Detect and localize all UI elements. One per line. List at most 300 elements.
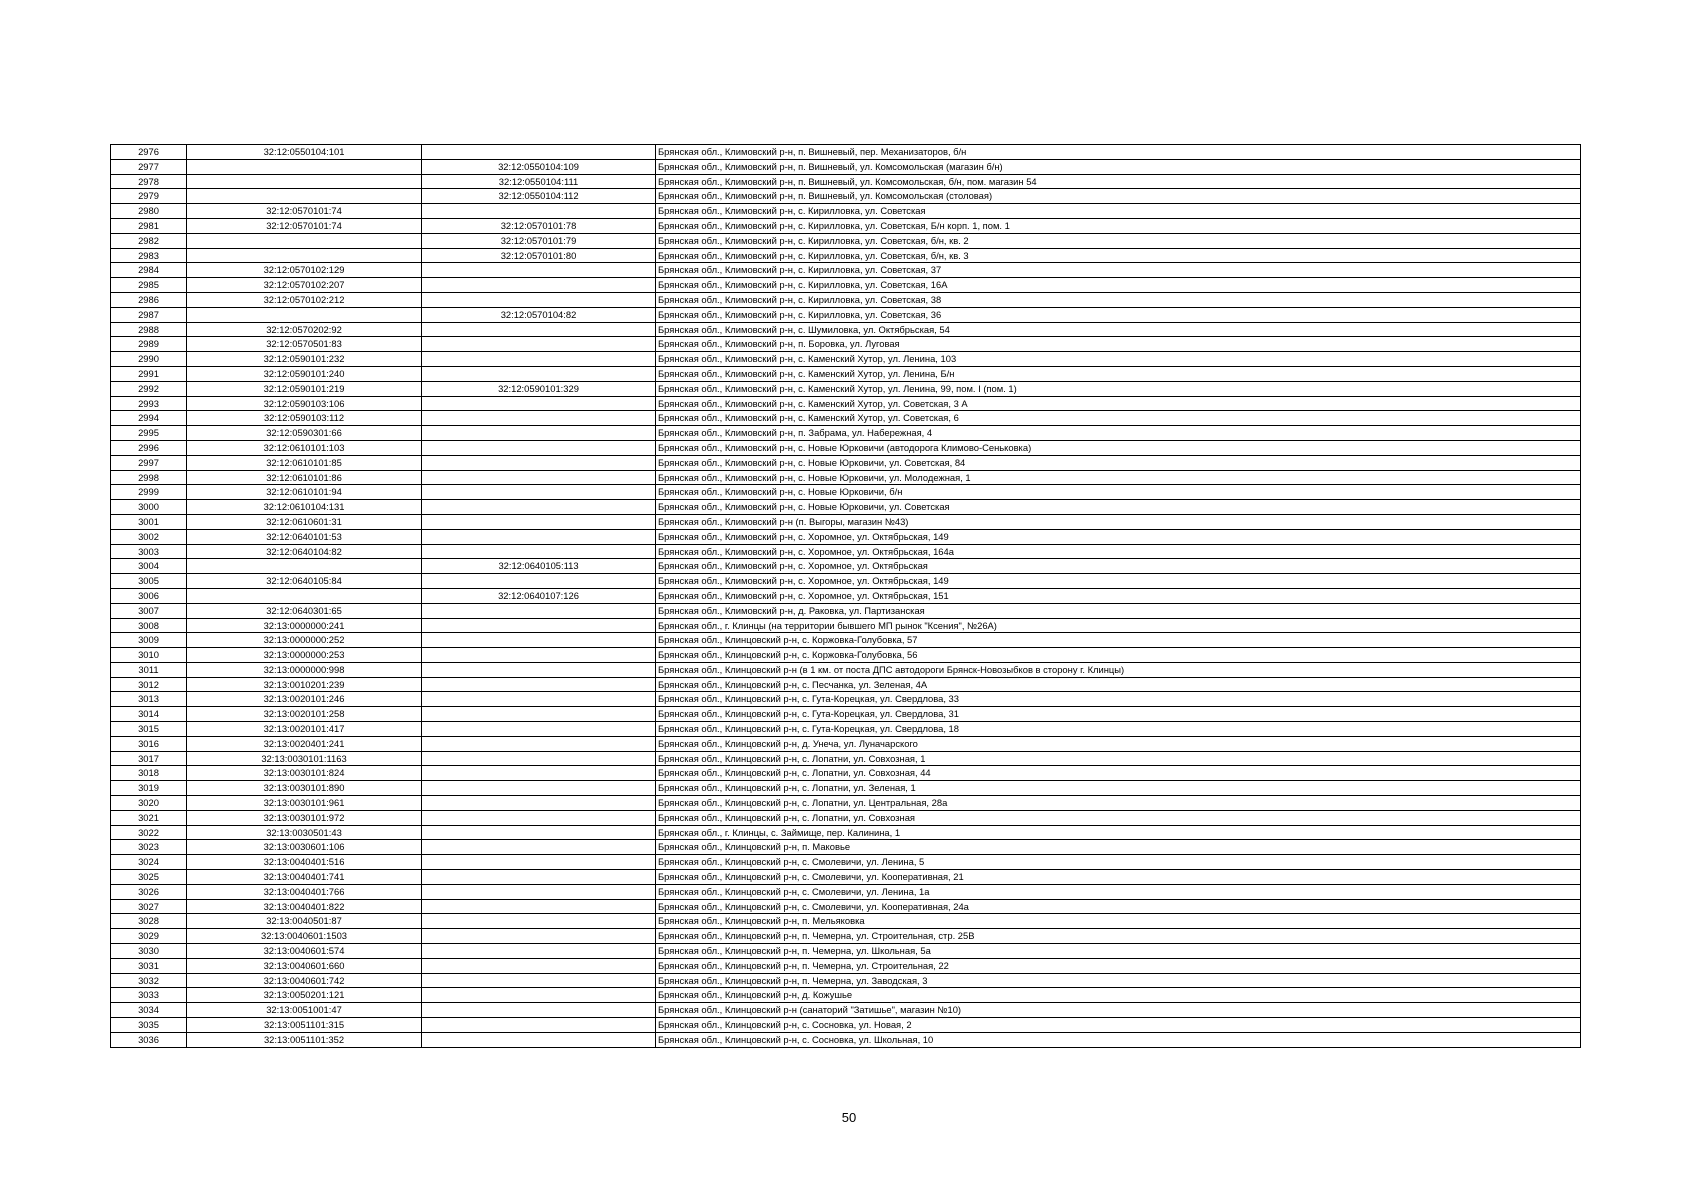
table-row (111, 751, 1581, 766)
address-cell: Брянская обл., Климовский р-н, с. Кирилловка, ул. Советская, 16А (656, 278, 1581, 293)
address-cell: Брянская обл., Клинцовский р-н, с. Гута-Корецкая, ул. Свердлова, 31 (656, 707, 1581, 722)
table-row (111, 588, 1581, 603)
address-cell: Брянская обл., Климовский р-н, с. Кирилловка, ул. Советская (656, 204, 1581, 219)
address-cell: Брянская обл., Климовский р-н, с. Кирилловка, ул. Советская, Б/н корп. 1, пом. 1 (656, 218, 1581, 233)
address-cell: Брянская обл., Климовский р-н, п. Вишневый, ул. Комсомольская (столовая) (656, 189, 1581, 204)
cadastral-number-secondary-cell (422, 722, 656, 737)
cadastral-number-secondary-cell: 32:12:0550104:111 (422, 174, 656, 189)
table-row (111, 337, 1581, 352)
cadastral-number-secondary-cell: 32:12:0640107:126 (422, 588, 656, 603)
address-cell: Брянская обл., Клинцовский р-н, с. Лопатни, ул. Совхозная, 1 (656, 751, 1581, 766)
row-number-cell: 2995 (111, 426, 187, 441)
cadastral-number-cell: 32:12:0570102:129 (187, 263, 422, 278)
cadastral-number-cell (187, 559, 422, 574)
table-row (111, 263, 1581, 278)
table-row (111, 233, 1581, 248)
row-number-cell: 3001 (111, 514, 187, 529)
cadastral-number-secondary-cell (422, 1032, 656, 1047)
table-row (111, 648, 1581, 663)
cadastral-number-secondary-cell (422, 603, 656, 618)
cadastral-number-secondary-cell: 32:12:0570104:82 (422, 307, 656, 322)
table-row (111, 544, 1581, 559)
cadastral-number-cell: 32:12:0570101:74 (187, 218, 422, 233)
row-number-cell: 2985 (111, 278, 187, 293)
cadastral-number-secondary-cell (422, 884, 656, 899)
table-row (111, 529, 1581, 544)
table-row (111, 292, 1581, 307)
cadastral-number-cell: 32:13:0050201:121 (187, 988, 422, 1003)
row-number-cell: 3027 (111, 899, 187, 914)
table-row (111, 248, 1581, 263)
page-number: 50 (841, 1110, 857, 1125)
cadastral-number-cell: 32:12:0640101:53 (187, 529, 422, 544)
cadastral-number-cell: 32:13:0040401:766 (187, 884, 422, 899)
cadastral-number-secondary-cell (422, 1003, 656, 1018)
table-row (111, 396, 1581, 411)
table-row (111, 662, 1581, 677)
row-number-cell: 2982 (111, 233, 187, 248)
cadastral-number-secondary-cell (422, 692, 656, 707)
row-number-cell: 3010 (111, 648, 187, 663)
address-cell: Брянская обл., Климовский р-н, с. Каменский Хутор, ул. Ленина, 99, пом. I (пом. 1) (656, 381, 1581, 396)
table-row (111, 766, 1581, 781)
cadastral-number-cell: 32:13:0030101:972 (187, 810, 422, 825)
cadastral-number-cell: 32:13:0000000:252 (187, 633, 422, 648)
row-number-cell: 2990 (111, 352, 187, 367)
cadastral-number-secondary-cell (422, 855, 656, 870)
table-row (111, 218, 1581, 233)
row-number-cell: 3023 (111, 840, 187, 855)
cadastral-number-cell: 32:13:0040401:741 (187, 870, 422, 885)
row-number-cell: 3032 (111, 973, 187, 988)
cadastral-number-secondary-cell (422, 574, 656, 589)
cadastral-number-cell: 32:12:0570101:74 (187, 204, 422, 219)
address-cell: Брянская обл., Клинцовский р-н, п. Чемерна, ул. Заводская, 3 (656, 973, 1581, 988)
address-cell: Брянская обл., Климовский р-н, с. Хоромное, ул. Октябрьская (656, 559, 1581, 574)
cadastral-number-secondary-cell (422, 648, 656, 663)
cadastral-number-secondary-cell (422, 899, 656, 914)
cadastral-number-cell: 32:12:0610101:86 (187, 470, 422, 485)
cadastral-number-cell: 32:13:0051101:352 (187, 1032, 422, 1047)
table-row (111, 1018, 1581, 1033)
address-cell: Брянская обл., Клинцовский р-н, с. Сосновка, ул. Школьная, 10 (656, 1032, 1581, 1047)
cadastral-number-secondary-cell (422, 263, 656, 278)
cadastral-number-secondary-cell (422, 707, 656, 722)
row-number-cell: 3034 (111, 1003, 187, 1018)
cadastral-number-secondary-cell (422, 366, 656, 381)
table-row (111, 322, 1581, 337)
cadastral-number-cell: 32:12:0610104:131 (187, 500, 422, 515)
cadastral-number-secondary-cell (422, 944, 656, 959)
table-row (111, 736, 1581, 751)
row-number-cell: 3002 (111, 529, 187, 544)
cadastral-number-secondary-cell (422, 204, 656, 219)
address-cell: Брянская обл., Климовский р-н, с. Кирилловка, ул. Советская, 38 (656, 292, 1581, 307)
row-number-cell: 2993 (111, 396, 187, 411)
table-row (111, 899, 1581, 914)
cadastral-number-cell: 32:13:0000000:241 (187, 618, 422, 633)
address-cell: Брянская обл., Климовский р-н, д. Раковка, ул. Партизанская (656, 603, 1581, 618)
cadastral-number-secondary-cell (422, 796, 656, 811)
address-cell: Брянская обл., Климовский р-н, с. Хоромное, ул. Октябрьская, 151 (656, 588, 1581, 603)
address-cell: Брянская обл., Клинцовский р-н, с. Смолевичи, ул. Кооперативная, 24а (656, 899, 1581, 914)
cadastral-number-secondary-cell (422, 929, 656, 944)
row-number-cell: 3025 (111, 870, 187, 885)
row-number-cell: 2994 (111, 411, 187, 426)
cadastral-number-cell: 32:13:0020401:241 (187, 736, 422, 751)
table-row (111, 707, 1581, 722)
address-cell: Брянская обл., Климовский р-н, с. Каменский Хутор, ул. Советская, 6 (656, 411, 1581, 426)
row-number-cell: 3009 (111, 633, 187, 648)
table-row (111, 500, 1581, 515)
table-row (111, 1003, 1581, 1018)
row-number-cell: 2988 (111, 322, 187, 337)
cadastral-number-secondary-cell: 32:12:0550104:109 (422, 159, 656, 174)
cadastral-number-secondary-cell (422, 840, 656, 855)
cadastral-number-cell: 32:13:0030501:43 (187, 825, 422, 840)
cadastral-number-cell: 32:12:0570102:207 (187, 278, 422, 293)
table-row (111, 514, 1581, 529)
row-number-cell: 3035 (111, 1018, 187, 1033)
cadastral-number-secondary-cell (422, 914, 656, 929)
address-cell: Брянская обл., Клинцовский р-н, с. Коржовка-Голубовка, 56 (656, 648, 1581, 663)
cadastral-number-secondary-cell (422, 544, 656, 559)
table-row (111, 189, 1581, 204)
address-cell: Брянская обл., г. Клинцы (на территории бывшего МП рынок "Ксения", №26А) (656, 618, 1581, 633)
table-row (111, 381, 1581, 396)
row-number-cell: 2979 (111, 189, 187, 204)
cadastral-number-secondary-cell (422, 426, 656, 441)
registry-table-body (111, 145, 1581, 1048)
cadastral-number-cell (187, 248, 422, 263)
table-row (111, 159, 1581, 174)
table-row (111, 1032, 1581, 1047)
table-row (111, 781, 1581, 796)
cadastral-number-secondary-cell: 32:12:0640105:113 (422, 559, 656, 574)
address-cell: Брянская обл., Климовский р-н, п. Вишневый, ул. Комсомольская, б/н, пом. магазин 54 (656, 174, 1581, 189)
address-cell: Брянская обл., Клинцовский р-н, с. Лопатни, ул. Совхозная, 44 (656, 766, 1581, 781)
address-cell: Брянская обл., Клинцовский р-н, с. Лопатни, ул. Центральная, 28а (656, 796, 1581, 811)
address-cell: Брянская обл., Клинцовский р-н, с. Гута-Корецкая, ул. Свердлова, 33 (656, 692, 1581, 707)
cadastral-number-secondary-cell (422, 485, 656, 500)
row-number-cell: 3022 (111, 825, 187, 840)
cadastral-number-secondary-cell (422, 411, 656, 426)
table-row (111, 411, 1581, 426)
address-cell: Брянская обл., Климовский р-н, с. Новые Юрковичи, б/н (656, 485, 1581, 500)
address-cell: Брянская обл., Климовский р-н, с. Новые Юрковичи, ул. Советская, 84 (656, 455, 1581, 470)
table-row (111, 884, 1581, 899)
cadastral-number-secondary-cell (422, 633, 656, 648)
row-number-cell: 3003 (111, 544, 187, 559)
cadastral-number-cell (187, 189, 422, 204)
cadastral-number-cell: 32:13:0030101:824 (187, 766, 422, 781)
row-number-cell: 3030 (111, 944, 187, 959)
address-cell: Брянская обл., Клинцовский р-н, с. Смолевичи, ул. Кооперативная, 21 (656, 870, 1581, 885)
address-cell: Брянская обл., Клинцовский р-н, с. Гута-Корецкая, ул. Свердлова, 18 (656, 722, 1581, 737)
address-cell: Брянская обл., Климовский р-н, с. Хоромное, ул. Октябрьская, 149 (656, 574, 1581, 589)
row-number-cell: 2998 (111, 470, 187, 485)
table-row (111, 958, 1581, 973)
row-number-cell: 2984 (111, 263, 187, 278)
cadastral-number-secondary-cell (422, 751, 656, 766)
row-number-cell: 3006 (111, 588, 187, 603)
cadastral-number-cell: 32:13:0020101:258 (187, 707, 422, 722)
cadastral-number-cell: 32:12:0640105:84 (187, 574, 422, 589)
row-number-cell: 2978 (111, 174, 187, 189)
row-number-cell: 2980 (111, 204, 187, 219)
row-number-cell: 2999 (111, 485, 187, 500)
address-cell: Брянская обл., Клинцовский р-н, с. Лопатни, ул. Совхозная (656, 810, 1581, 825)
address-cell: Брянская обл., Клинцовский р-н, с. Лопатни, ул. Зеленая, 1 (656, 781, 1581, 796)
table-row (111, 810, 1581, 825)
table-row (111, 618, 1581, 633)
address-cell: Брянская обл., Клинцовский р-н (санаторий "Затишье", магазин №10) (656, 1003, 1581, 1018)
table-row (111, 440, 1581, 455)
cadastral-number-cell: 32:12:0590101:219 (187, 381, 422, 396)
address-cell: Брянская обл., Климовский р-н, с. Хоромное, ул. Октябрьская, 149 (656, 529, 1581, 544)
cadastral-number-secondary-cell (422, 470, 656, 485)
cadastral-number-secondary-cell (422, 337, 656, 352)
table-row (111, 603, 1581, 618)
row-number-cell: 3016 (111, 736, 187, 751)
cadastral-number-cell (187, 174, 422, 189)
cadastral-number-cell: 32:13:0000000:998 (187, 662, 422, 677)
cadastral-number-secondary-cell (422, 529, 656, 544)
row-number-cell: 2991 (111, 366, 187, 381)
cadastral-number-cell: 32:12:0590103:112 (187, 411, 422, 426)
row-number-cell: 3015 (111, 722, 187, 737)
cadastral-number-cell: 32:13:0030101:890 (187, 781, 422, 796)
address-cell: Брянская обл., Клинцовский р-н, п. Чемерна, ул. Школьная, 5а (656, 944, 1581, 959)
address-cell: Брянская обл., Климовский р-н, с. Кирилловка, ул. Советская, б/н, кв. 3 (656, 248, 1581, 263)
row-number-cell: 2977 (111, 159, 187, 174)
row-number-cell: 3018 (111, 766, 187, 781)
row-number-cell: 3008 (111, 618, 187, 633)
row-number-cell: 3036 (111, 1032, 187, 1047)
cadastral-number-cell: 32:12:0610601:31 (187, 514, 422, 529)
cadastral-number-cell: 32:13:0051001:47 (187, 1003, 422, 1018)
row-number-cell: 3029 (111, 929, 187, 944)
table-row (111, 796, 1581, 811)
address-cell: Брянская обл., Клинцовский р-н, с. Сосновка, ул. Новая, 2 (656, 1018, 1581, 1033)
cadastral-number-secondary-cell (422, 810, 656, 825)
address-cell: Брянская обл., Клинцовский р-н, п. Маковье (656, 840, 1581, 855)
address-cell: Брянская обл., Климовский р-н, с. Новые Юрковичи, ул. Молодежная, 1 (656, 470, 1581, 485)
cadastral-number-secondary-cell (422, 440, 656, 455)
cadastral-number-secondary-cell (422, 870, 656, 885)
cadastral-number-cell: 32:12:0570202:92 (187, 322, 422, 337)
address-cell: Брянская обл., Климовский р-н, с. Новые Юрковичи (автодорога Климово-Сеньковка) (656, 440, 1581, 455)
cadastral-number-cell: 32:13:0040601:1503 (187, 929, 422, 944)
table-row (111, 366, 1581, 381)
cadastral-number-cell: 32:12:0570102:212 (187, 292, 422, 307)
table-row (111, 914, 1581, 929)
row-number-cell: 3021 (111, 810, 187, 825)
table-row (111, 574, 1581, 589)
row-number-cell: 2986 (111, 292, 187, 307)
row-number-cell: 3013 (111, 692, 187, 707)
table-row (111, 988, 1581, 1003)
address-cell: Брянская обл., Климовский р-н, п. Вишневый, пер. Механизаторов, б/н (656, 145, 1581, 160)
cadastral-number-cell: 32:13:0030601:106 (187, 840, 422, 855)
address-cell: Брянская обл., Клинцовский р-н, с. Песчанка, ул. Зеленая, 4А (656, 677, 1581, 692)
table-row (111, 307, 1581, 322)
cadastral-number-cell: 32:13:0030101:1163 (187, 751, 422, 766)
cadastral-number-cell (187, 307, 422, 322)
row-number-cell: 3020 (111, 796, 187, 811)
cadastral-number-cell: 32:13:0040401:822 (187, 899, 422, 914)
table-row (111, 825, 1581, 840)
row-number-cell: 2987 (111, 307, 187, 322)
table-row (111, 677, 1581, 692)
table-row (111, 944, 1581, 959)
cadastral-number-secondary-cell (422, 500, 656, 515)
row-number-cell: 2996 (111, 440, 187, 455)
cadastral-number-secondary-cell (422, 825, 656, 840)
row-number-cell: 2992 (111, 381, 187, 396)
cadastral-number-secondary-cell (422, 278, 656, 293)
row-number-cell: 3017 (111, 751, 187, 766)
cadastral-number-cell: 32:12:0610101:94 (187, 485, 422, 500)
cadastral-number-secondary-cell (422, 781, 656, 796)
row-number-cell: 3033 (111, 988, 187, 1003)
cadastral-number-secondary-cell (422, 618, 656, 633)
row-number-cell: 2989 (111, 337, 187, 352)
cadastral-number-cell: 32:13:0040501:87 (187, 914, 422, 929)
row-number-cell: 3031 (111, 958, 187, 973)
cadastral-number-cell: 32:12:0590301:66 (187, 426, 422, 441)
table-row (111, 485, 1581, 500)
table-row (111, 855, 1581, 870)
address-cell: Брянская обл., Климовский р-н, с. Кирилловка, ул. Советская, 36 (656, 307, 1581, 322)
address-cell: Брянская обл., Климовский р-н, с. Шумиловка, ул. Октябрьская, 54 (656, 322, 1581, 337)
address-cell: Брянская обл., Климовский р-н, п. Вишневый, ул. Комсомольская (магазин б/н) (656, 159, 1581, 174)
address-cell: Брянская обл., Климовский р-н, с. Кирилловка, ул. Советская, 37 (656, 263, 1581, 278)
table-row (111, 204, 1581, 219)
row-number-cell: 3024 (111, 855, 187, 870)
address-cell: Брянская обл., Климовский р-н, с. Новые Юрковичи, ул. Советская (656, 500, 1581, 515)
address-cell: Брянская обл., Клинцовский р-н, п. Чемерна, ул. Строительная, стр. 25В (656, 929, 1581, 944)
cadastral-number-cell: 32:12:0640104:82 (187, 544, 422, 559)
table-row (111, 174, 1581, 189)
address-cell: Брянская обл., Климовский р-н, п. Забрама, ул. Набережная, 4 (656, 426, 1581, 441)
address-cell: Брянская обл., Клинцовский р-н, д. Унеча, ул. Луначарского (656, 736, 1581, 751)
cadastral-number-cell: 32:12:0590101:240 (187, 366, 422, 381)
cadastral-number-secondary-cell: 32:12:0570101:79 (422, 233, 656, 248)
row-number-cell: 3011 (111, 662, 187, 677)
cadastral-number-secondary-cell: 32:12:0550104:112 (422, 189, 656, 204)
address-cell: Брянская обл., г. Клинцы, с. Займище, пер. Калинина, 1 (656, 825, 1581, 840)
table-row (111, 840, 1581, 855)
cadastral-number-secondary-cell (422, 292, 656, 307)
address-cell: Брянская обл., Клинцовский р-н, п. Чемерна, ул. Строительная, 22 (656, 958, 1581, 973)
cadastral-number-cell: 32:13:0020101:246 (187, 692, 422, 707)
row-number-cell: 3014 (111, 707, 187, 722)
cadastral-number-cell: 32:13:0040601:742 (187, 973, 422, 988)
table-row (111, 352, 1581, 367)
address-cell: Брянская обл., Климовский р-н, п. Боровка, ул. Луговая (656, 337, 1581, 352)
table-row (111, 870, 1581, 885)
row-number-cell: 2981 (111, 218, 187, 233)
address-cell: Брянская обл., Климовский р-н (п. Выгоры, магазин №43) (656, 514, 1581, 529)
cadastral-number-cell: 32:12:0590101:232 (187, 352, 422, 367)
cadastral-number-secondary-cell (422, 455, 656, 470)
cadastral-number-secondary-cell (422, 145, 656, 160)
row-number-cell: 3012 (111, 677, 187, 692)
cadastral-number-cell: 32:12:0570501:83 (187, 337, 422, 352)
cadastral-number-cell (187, 233, 422, 248)
address-cell: Брянская обл., Климовский р-н, с. Каменский Хутор, ул. Советская, 3 А (656, 396, 1581, 411)
row-number-cell: 3019 (111, 781, 187, 796)
table-row (111, 470, 1581, 485)
row-number-cell: 3000 (111, 500, 187, 515)
cadastral-number-cell: 32:12:0590103:106 (187, 396, 422, 411)
address-cell: Брянская обл., Климовский р-н, с. Каменский Хутор, ул. Ленина, 103 (656, 352, 1581, 367)
cadastral-number-cell: 32:13:0040401:516 (187, 855, 422, 870)
cadastral-number-cell: 32:13:0030101:961 (187, 796, 422, 811)
table-row (111, 692, 1581, 707)
cadastral-number-cell: 32:13:0000000:253 (187, 648, 422, 663)
address-cell: Брянская обл., Климовский р-н, с. Кирилловка, ул. Советская, б/н, кв. 2 (656, 233, 1581, 248)
row-number-cell: 3028 (111, 914, 187, 929)
cadastral-number-secondary-cell (422, 736, 656, 751)
address-cell: Брянская обл., Климовский р-н, с. Каменский Хутор, ул. Ленина, Б/н (656, 366, 1581, 381)
cadastral-number-cell: 32:12:0610101:85 (187, 455, 422, 470)
cadastral-number-secondary-cell: 32:12:0590101:329 (422, 381, 656, 396)
address-cell: Брянская обл., Клинцовский р-н (в 1 км. от поста ДПС автодороги Брянск-Новозыбков в сторону г. Клинцы) (656, 662, 1581, 677)
cadastral-number-cell: 32:12:0640301:65 (187, 603, 422, 618)
table-row (111, 426, 1581, 441)
table-row (111, 559, 1581, 574)
table-row (111, 633, 1581, 648)
address-cell: Брянская обл., Клинцовский р-н, с. Коржовка-Голубовка, 57 (656, 633, 1581, 648)
cadastral-number-cell: 32:12:0550104:101 (187, 145, 422, 160)
address-cell: Брянская обл., Клинцовский р-н, д. Кожушье (656, 988, 1581, 1003)
table-row (111, 455, 1581, 470)
address-cell: Брянская обл., Клинцовский р-н, п. Мельяковка (656, 914, 1581, 929)
address-cell: Брянская обл., Клинцовский р-н, с. Смолевичи, ул. Ленина, 1а (656, 884, 1581, 899)
table-row (111, 145, 1581, 160)
cadastral-number-secondary-cell (422, 973, 656, 988)
cadastral-number-secondary-cell (422, 958, 656, 973)
cadastral-number-cell: 32:13:0010201:239 (187, 677, 422, 692)
row-number-cell: 3007 (111, 603, 187, 618)
cadastral-number-secondary-cell (422, 662, 656, 677)
cadastral-number-secondary-cell (422, 1018, 656, 1033)
cadastral-number-cell (187, 159, 422, 174)
row-number-cell: 3005 (111, 574, 187, 589)
cadastral-number-secondary-cell (422, 677, 656, 692)
address-cell: Брянская обл., Клинцовский р-н, с. Смолевичи, ул. Ленина, 5 (656, 855, 1581, 870)
address-cell: Брянская обл., Климовский р-н, с. Хоромное, ул. Октябрьская, 164а (656, 544, 1581, 559)
cadastral-number-secondary-cell: 32:12:0570101:80 (422, 248, 656, 263)
row-number-cell: 2997 (111, 455, 187, 470)
row-number-cell: 2983 (111, 248, 187, 263)
row-number-cell: 3026 (111, 884, 187, 899)
cadastral-number-secondary-cell (422, 352, 656, 367)
row-number-cell: 2976 (111, 145, 187, 160)
table-row (111, 929, 1581, 944)
table-row (111, 722, 1581, 737)
cadastral-number-secondary-cell: 32:12:0570101:78 (422, 218, 656, 233)
row-number-cell: 3004 (111, 559, 187, 574)
cadastral-number-cell (187, 588, 422, 603)
cadastral-number-secondary-cell (422, 988, 656, 1003)
cadastral-number-secondary-cell (422, 514, 656, 529)
table-row (111, 278, 1581, 293)
cadastral-number-secondary-cell (422, 396, 656, 411)
cadastral-number-cell: 32:13:0040601:574 (187, 944, 422, 959)
